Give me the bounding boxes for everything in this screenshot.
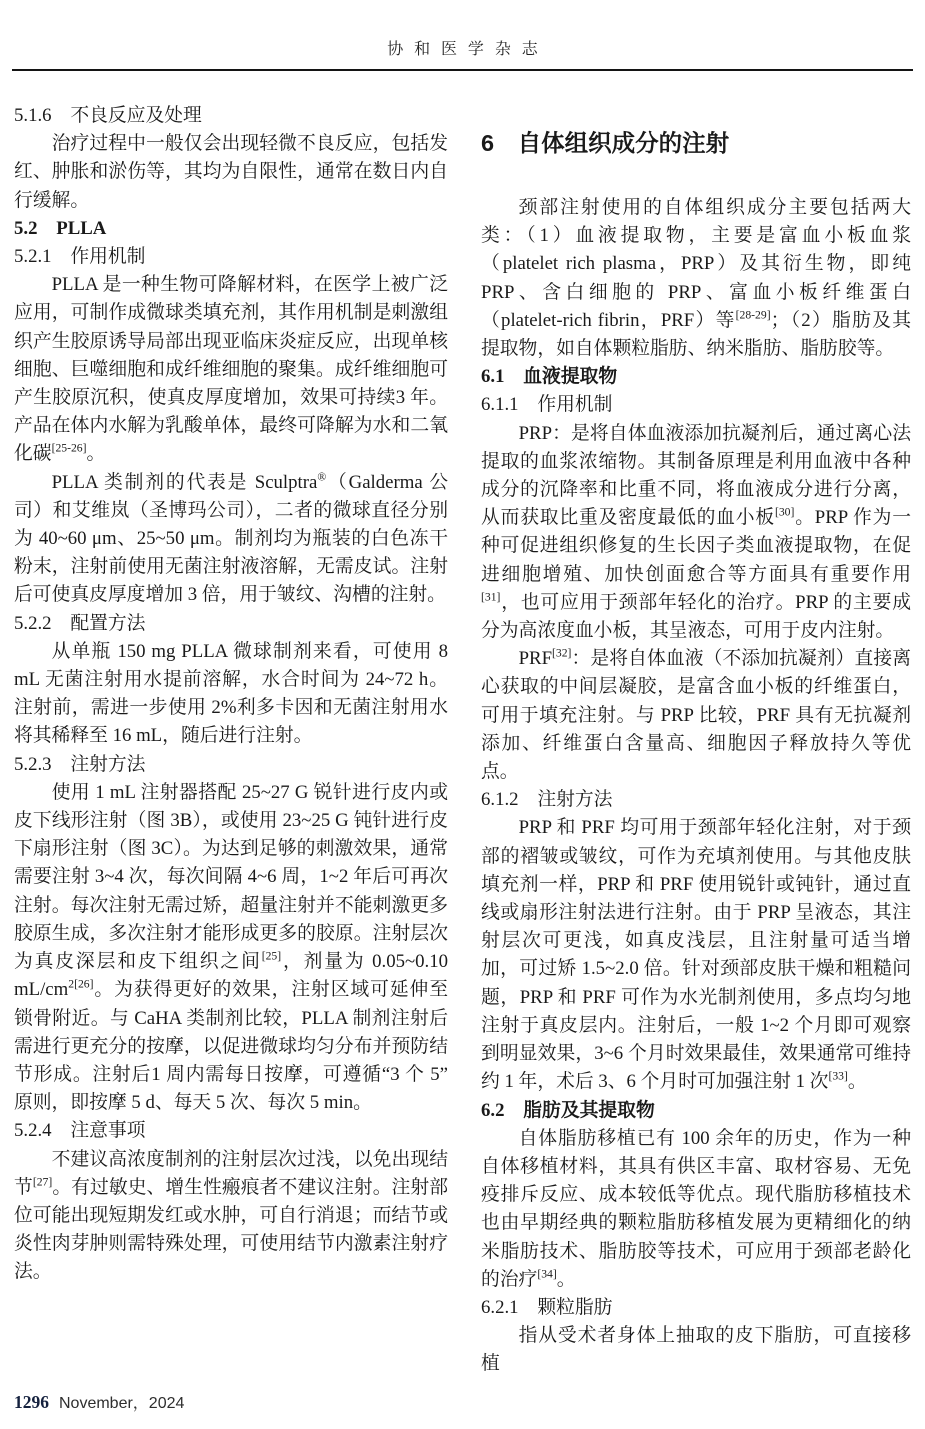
text-run: 不建议高浓度制剂的注射层次过浅，以免出现结节 — [14, 1148, 448, 1198]
paragraph — [481, 420, 911, 646]
paragraph — [481, 1125, 911, 1294]
section-heading — [14, 751, 448, 779]
page-body — [0, 71, 925, 1379]
text-run: PRP 和 PRF 均可用于颈部年轻化注射，对于颈部的褶皱或皱纹，可作为充填剂使用。与其他皮肤填充剂一样，PRP 和 PRF 使用锐针或钝针，通过直线或扇形注射法进行注射。由于 PRP 呈液态，其注射层次可更浅，如真皮浅层，且注射量可适当增加，可过矫 1.5~2.0 倍。针对颈部皮肤干燥和粗糙问题，PRP 和 PRF 可作为水光制剂使用，多点均匀地注射于真皮层内。注射后，一般 1~2 个月即可观察到明显效果，3~6 个月时效果最佳，效果通常可维持约 1 年，术后 3、6 个月时可加强注射 1 次 — [481, 817, 911, 1093]
section-heading — [14, 610, 448, 638]
text-run: 6 自体组织成分的注射 — [481, 130, 730, 156]
journal-title: 协和医学杂志 — [387, 41, 549, 58]
text-run: 自体脂肪移植已有 100 余年的历史，作为一种自体移植材料，其具有供区丰富、取材容易、无免疫排斥反应、成本较低等优点。现代脂肪移植技术也由早期经典的颗粒脂肪移植发展为更精细化的纳米脂肪技术、脂肪胶等技术，可应用于颈部老龄化的治疗 — [481, 1127, 911, 1290]
paragraph — [14, 1146, 448, 1287]
reference-superscript: [33] — [828, 1070, 848, 1084]
right-column — [481, 102, 911, 1379]
reference-superscript: [27] — [32, 1175, 53, 1189]
text-run: 6.1.1 作用机制 — [481, 394, 613, 416]
text-run: 6.2 脂肪及其提取物 — [481, 1099, 655, 1121]
section-heading — [481, 1294, 911, 1322]
issue-date: November，2024 — [59, 1395, 185, 1412]
paragraph — [14, 271, 448, 468]
paragraph — [14, 469, 448, 610]
reference-superscript: [32] — [552, 646, 572, 660]
text-run: 。 — [556, 1268, 576, 1290]
text-run: ，剂量为 0.05~0.10 mL/cm — [14, 951, 449, 1001]
text-run: 5.1.6 不良反应及处理 — [14, 105, 202, 126]
text-run: 5.2 PLLA — [14, 217, 107, 239]
text-run: ，也可应用于颈部年轻化的治疗。PRP 的主要成分为高浓度血小板，其呈液态，可用于皮内注射。 — [481, 591, 911, 642]
text-run: PLLA 类制剂的代表是 Sculptra — [51, 471, 318, 493]
paragraph — [481, 645, 911, 786]
text-run: 。 — [847, 1071, 867, 1093]
text-run: 颈部注射使用的自体组织成分主要包括两大类：（1）血液提取物，主要是富血小板血浆（platelet rich plasma，PRP）及其衍生物，即纯 PRP、含白细胞的 PRP、富血小板纤维蛋白（platelet-rich fibrin，PRF）等 — [481, 197, 911, 331]
reference-superscript: 2[26] — [68, 978, 94, 992]
text-run: 。有过敏史、增生性瘢痕者不建议注射。注射部位可能出现短期发红或水肿，可自行消退；而结节或炎性肉芽肿则需特殊处理，可使用结节内激素注射疗法。 — [14, 1176, 449, 1283]
text-run: 使用 1 mL 注射器搭配 25~27 G 锐针进行皮内或皮下线形注射（图 3B），或使用 23~25 G 钝针进行皮下扇形注射（图 3C）。为达到足够的刺激效果，通常需要注射 3~4 次，每次间隔 4~6 周，1~2 年后可再次注射。每次注射无需过矫，超量注射并不能刺激更多胶原生成，多次注射才能形成更多的胶原。注射层次为真皮深层和皮下组织之间 — [14, 781, 448, 973]
text-run: 5.2.1 作用机制 — [14, 246, 146, 268]
page-number: 1296 — [14, 1392, 49, 1412]
section-heading — [481, 363, 911, 391]
reference-superscript: [28-29] — [735, 308, 771, 322]
section-heading — [481, 128, 911, 158]
paragraph — [481, 1322, 911, 1378]
text-run: 。为获得更好的效果，注射区域可延伸至锁骨附近。与 CaHA 类制剂比较，PLLA 制剂注射后需进行更充分的按摩，以促进微球均匀分布并预防结节形成。注射后1 周内需每日按摩，可遵循“3 个 5”原则，即按摩 5 d、每天 5 次、每次 5 min。 — [14, 979, 448, 1114]
reference-superscript: [30] — [774, 505, 795, 519]
paragraph — [481, 814, 911, 1096]
text-run: 从单瓶 150 mg PLLA 微球制剂来看，可使用 8 mL 无菌注射用水提前溶解，水合时间为 24~72 h。注射前，需进一步使用 2%利多卡因和无菌注射用水将其稀释至 16 mL，随后进行注射。 — [14, 640, 448, 747]
left-column — [14, 102, 448, 1379]
text-run: 5.2.3 注射方法 — [14, 753, 146, 775]
text-run: 。 — [86, 443, 106, 465]
section-heading — [14, 102, 448, 130]
reference-superscript: [25] — [261, 949, 282, 963]
text-run: 6.1.2 注射方法 — [481, 789, 613, 811]
page-footer — [14, 1390, 184, 1413]
paragraph — [14, 638, 448, 751]
paragraph — [14, 779, 448, 1117]
reference-superscript: ® — [317, 470, 327, 484]
text-run: PRP：是将自体血液添加抗凝剂后，通过离心法提取的血浆浓缩物。其制备原理是利用血液中各种成分的沉降率和比重不同，将血液成分进行分离，从而获取比重及密度最低的血小板 — [481, 422, 911, 529]
reference-superscript: [34] — [537, 1267, 557, 1281]
section-heading — [14, 215, 448, 243]
text-run: 5.2.4 注意事项 — [14, 1120, 146, 1142]
text-run: PLLA 是一种生物可降解材料，在医学上被广泛应用，可制作成微球类填充剂，其作用机制是刺激组织产生胶原诱导局部出现亚临床炎症反应，出现单核细胞、巨噬细胞和成纤维细胞的聚集。成纤维细胞可产生胶原沉积，使真皮厚度增加，效果可持续3 年。产品在体内水解为乳酸单体，最终可降解为水和二氧化碳 — [14, 274, 448, 465]
paragraph — [481, 194, 911, 363]
paragraph — [14, 130, 448, 215]
text-run: 6.1 血液提取物 — [481, 366, 618, 388]
section-heading — [14, 243, 448, 271]
section-heading — [481, 1097, 911, 1125]
reference-superscript: [25-26] — [51, 442, 87, 456]
text-run: ；（2）脂肪及其提取物，如自体颗粒脂肪、纳米脂肪、脂肪胶等。 — [481, 309, 912, 360]
section-heading — [14, 1117, 448, 1145]
text-run: PRF — [518, 648, 553, 670]
section-heading — [481, 391, 911, 419]
text-run: 6.2.1 颗粒脂肪 — [481, 1296, 613, 1318]
text-run: ：是将自体血液（不添加抗凝剂）直接离心获取的中间层凝胶，是富含血小板的纤维蛋白，可用于填充注射。与 PRP 比较，PRF 具有无抗凝剂添加、纤维蛋白含量高、细胞因子释放持久等优点。 — [481, 648, 911, 783]
text-run: 5.2.2 配置方法 — [14, 612, 146, 634]
text-run: 指从受术者身体上抽取的皮下脂肪，可直接移植 — [481, 1325, 911, 1375]
section-heading — [481, 786, 911, 814]
text-run: 。PRP 作为一种可促进组织修复的生长因子类血液提取物，在促进细胞增殖、加快创面愈合等方面具有重要作用 — [481, 507, 911, 585]
reference-superscript: [31] — [481, 590, 501, 604]
text-run: 治疗过程中一般仅会出现轻微不良反应，包括发红、肿胀和淤伤等，其均为自限性，通常在数日内自行缓解。 — [14, 133, 448, 211]
text-run: （Galderma 公司）和艾维岚（圣博玛公司），二者的微球直径分别为 40~60 μm、25~50 μm。制剂均为瓶装的白色冻干粉末，注射前使用无菌注射液溶解，无需皮试。注射后可使真皮厚度增加 3 倍，用于皱纹、沟槽的注射。 — [14, 471, 448, 606]
